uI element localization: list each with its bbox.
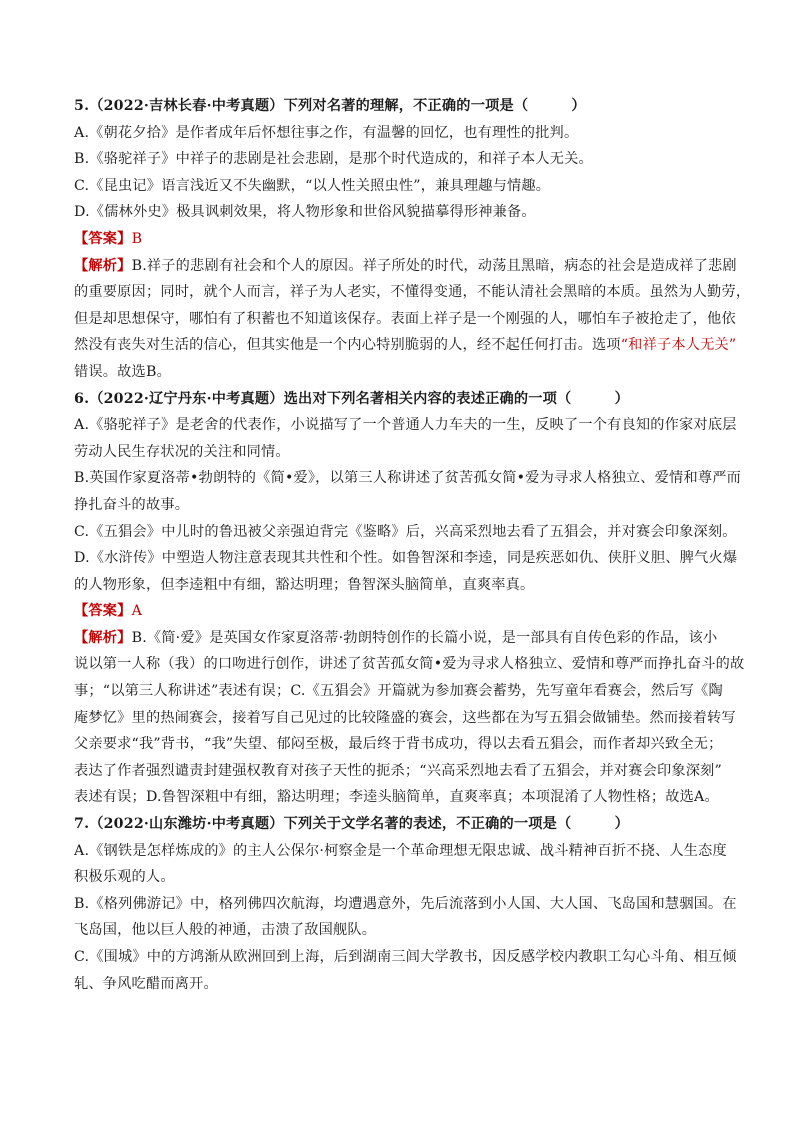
- question-6-option-line: A.《骆驼祥子》是老舍的代表作，小说描写了一个普通人力车夫的一生，反映了一个有良知的作家对底层: [74, 417, 737, 434]
- question-5-option-c: C.《昆虫记》语言浅近又不失幽默，“以人性关照虫性”，兼具理趣与情趣。: [74, 177, 551, 194]
- analysis-text: B.祥子的悲剧有社会和个人的原因。祥子所处的时代，动荡且黑暗，病态的社会是造成祥了悲剧: [131, 257, 737, 274]
- question-6-analysis-line: 表述有误；D.鲁智深粗中有细，豁达明理；李逵头脑简单，直爽率真；本项混淆了人物性格；故选A。: [74, 789, 719, 806]
- question-7-option-line: B.《格列佛游记》中，格列佛四次航海，均遭遇意外，先后流落到小人国、大人国、飞岛国和慧骃国。在: [74, 895, 737, 912]
- question-6-option-line: D.《水浒传》中塑造人物注意表现其共性和个性。如鲁智深和李逵，同是疾恶如仇、侠肝义胆、脾气火爆: [74, 550, 738, 567]
- question-6-option-line: C.《五猖会》中儿时的鲁迅被父亲强迫背完《鉴略》后，兴高采烈地去看了五猖会，并对赛会印象深刻。: [74, 523, 737, 540]
- answer-value: B: [131, 230, 143, 247]
- question-7-option-line: 轧、争风吃醋而离开。: [74, 975, 218, 992]
- answer-value: A: [131, 603, 143, 620]
- question-6-analysis-line: 父亲要求“我”背书，“我”失望、郁闷至极，最后终于背书成功，得以去看五猖会，而作者却兴致全无；: [74, 736, 723, 753]
- question-6-analysis-line: 说以第一人称（我）的口吻进行创作，讲述了贫苦孤女简•爱为寻求人格独立、爱情和尊严而挣扎奋斗的故: [74, 656, 745, 673]
- question-6-analysis-line: 表达了作者强烈谴责封建强权教育对孩子天性的扼杀；“兴高采烈地去看了五猖会，并对赛会印象深刻”: [74, 762, 722, 779]
- question-7-option-line: C.《围城》中的方鸿渐从欧洲回到上海，后到湖南三闾大学教书，因反感学校内教职工勾心斗角、相互倾: [74, 949, 737, 965]
- question-5-analysis-line-3: 但是却思想保守，哪怕有了积蓄也不知道该保存。表面上祥子是一个刚强的人，哪怕车子被抢走了，他依: [74, 310, 736, 327]
- question-5-answer: [74, 226, 734, 253]
- analysis-quote: “和祥子本人无关”: [620, 337, 737, 354]
- question-6-option-line: 的人物形象，但李逵粗中有细，豁达明理；鲁智深头脑简单，直爽率真。: [74, 576, 535, 593]
- question-5-stem: 5.（2022·吉林长春·中考真题）下列对名著的理解，不正确的一项是（ ）: [74, 98, 586, 114]
- question-7-option-line: 积极乐观的人。: [74, 869, 175, 886]
- analysis-text: 然没有丧失对生活的信心，但其实他是一个内心特别脆弱的人，经不起任何打击。选项: [74, 337, 621, 354]
- document-page: [74, 93, 751, 997]
- question-7-stem: 7.（2022·山东潍坊·中考真题）下列关于文学名著的表述，不正确的一项是（ ）: [74, 816, 629, 833]
- question-5-analysis-line-4: [74, 332, 737, 359]
- question-5-option-a: A.《朝花夕拾》是作者成年后怀想往事之作，有温馨的回忆，也有理性的批判。: [74, 124, 579, 141]
- question-7-option-line: 飞岛国，他以巨人般的神通，击溃了敌国舰队。: [74, 922, 377, 939]
- analysis-tag: 【解析】: [74, 257, 132, 274]
- analysis-text: B.《简·爱》是英国女作家夏洛蒂·勃朗特创作的长篇小说，是一部具有自传色彩的作品，该小: [131, 629, 718, 646]
- question-6-analysis-line-1: [74, 625, 734, 652]
- answer-tag: 【答案】: [74, 230, 132, 247]
- question-6-option-line: 挣扎奋斗的故事。: [74, 496, 190, 513]
- question-5-option-d: D.《儒林外史》极具讽刺效果，将人物形象和世俗风貌描摹得形神兼备。: [74, 204, 536, 221]
- question-7-option-line: A.《钢铁是怎样炼成的》的主人公保尔·柯察金是一个革命理想无限忠诚、战斗精神百折不挠、人生态度: [74, 842, 727, 859]
- question-5-analysis-line-2: 的重要原因；同时，就个人而言，祥子为人老实，不懂得变通，不能认清社会黑暗的本质。虽然为人勤劳，: [74, 284, 751, 301]
- analysis-tag: 【解析】: [74, 629, 132, 646]
- question-5-analysis-line-1: [74, 253, 737, 280]
- question-5-analysis-end: 错误。故选B。: [74, 363, 171, 380]
- question-6-answer: [74, 598, 734, 625]
- question-6-analysis-line: 庵梦忆》里的热闹赛会，接着写自己见过的比较隆盛的赛会，这些都在为写五猖会做铺垫。然而接着转写: [74, 709, 736, 726]
- question-6-option-line: B.英国作家夏洛蒂•勃朗特的《简•爱》，以第三人称讲述了贫苦孤女简•爱为寻求人格独立、爱情和尊严而: [74, 470, 741, 487]
- question-6-option-line: 劳动人民生存状况的关注和同情。: [74, 443, 290, 460]
- question-6-analysis-line: 事；“以第三人称讲述”表述有误；C.《五猖会》开篇就为参加赛会蓄势，先写童年看赛会，然后写《陶: [74, 683, 723, 700]
- question-6-stem: 6.（2022·辽宁丹东·中考真题）选出对下列名著相关内容的表述正确的一项（ ）: [74, 390, 629, 407]
- answer-tag: 【答案】: [74, 603, 132, 620]
- question-5-option-b: B.《骆驼祥子》中祥子的悲剧是社会悲剧，是那个时代造成的，和祥子本人无关。: [74, 151, 593, 168]
